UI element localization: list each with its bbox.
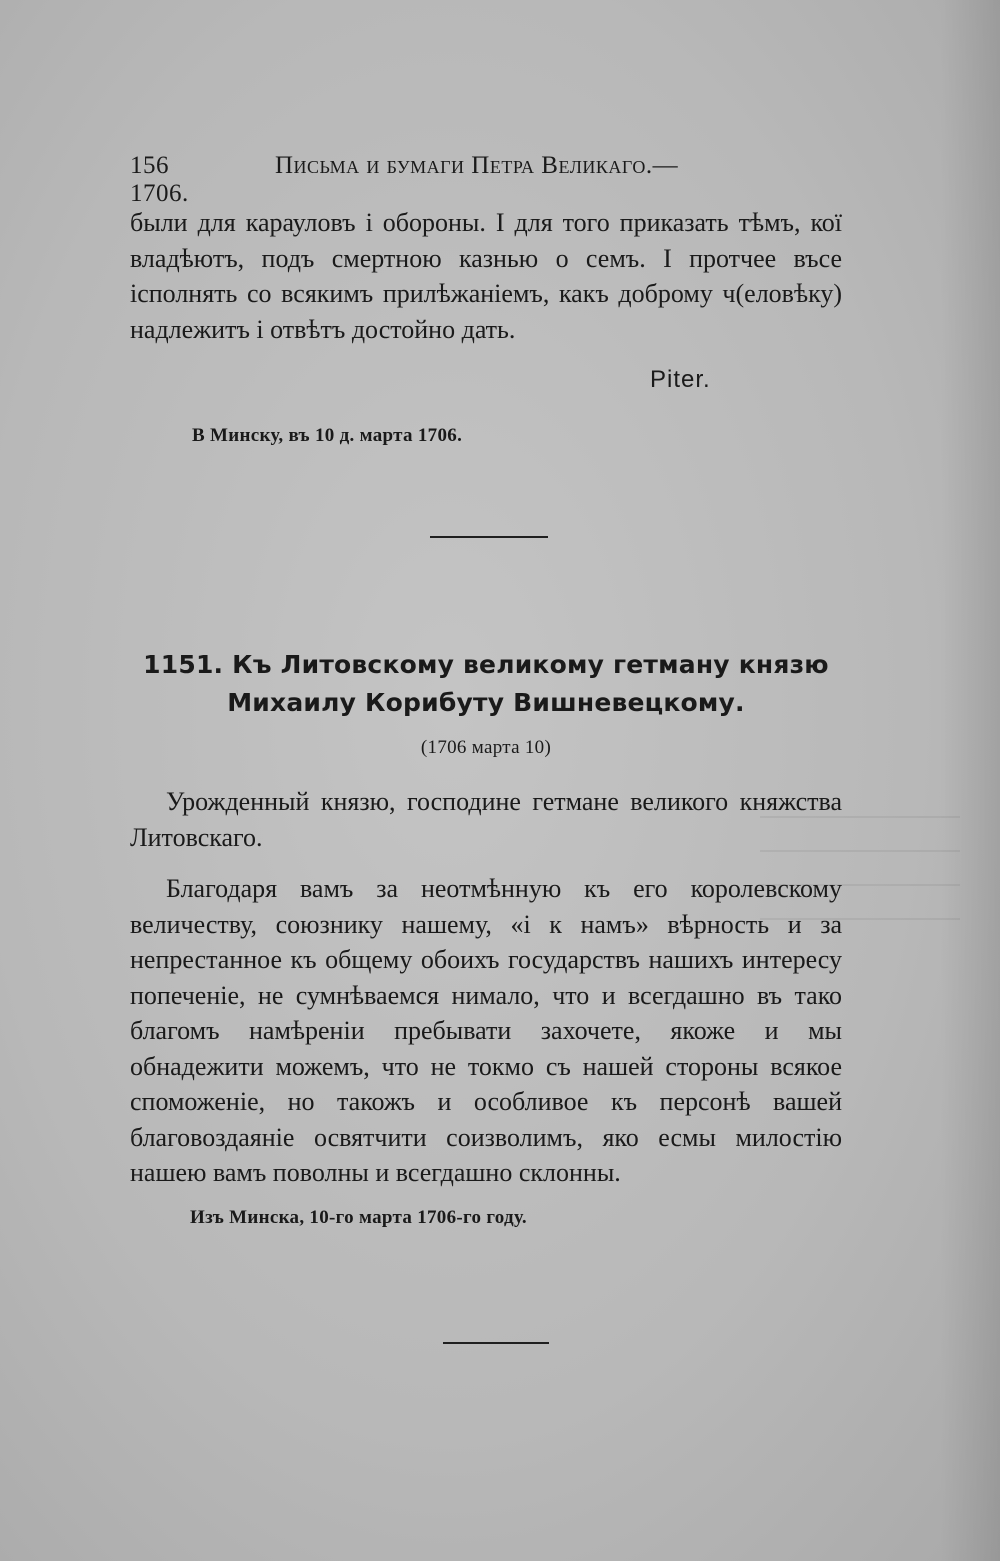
previous-letter-dateline: В Минску, въ 10 д. марта 1706.: [192, 425, 463, 446]
section-divider: [430, 536, 548, 538]
letter-date: (1706 марта 10): [420, 737, 552, 758]
running-header: [130, 152, 730, 208]
end-divider: [443, 1342, 549, 1344]
letter-title: 1151. Къ Литовскому великому гетману князю Михаилу Корибуту Вишневецкому.: [143, 650, 829, 717]
signature: Piter.: [650, 366, 711, 393]
letter-body: Благодаря вамъ за неотмѣнную къ его королевскому величеству, союзнику нашему, «і к намъ» вѣрность и за непрестанное къ общему обоихъ государствъ нашихъ интересу попеченіе, не сумнѣваемся нимало, что и всегдашно въ тако благомъ намѣреніи пребывати захочете, якоже и мы обнадежити можемъ, что не токмо съ нашей стороны всякое споможеніе, но такожъ и особливое къ персонѣ вашей благовоздаяніе освятчити соизволимъ, яко есмы милостію нашею вамъ поволны и всегдашно склонны.: [130, 874, 842, 1187]
header-title: Письма и бумаги Петра Великаго.—1706.: [130, 152, 679, 207]
page-edge-shadow: [940, 0, 1000, 1561]
page-number: 156: [130, 152, 169, 179]
letter-salutation: Урожденный князю, господине гетмане великого княжства Литовскаго.: [130, 787, 842, 852]
letter-dateline: Изъ Минска, 10-го марта 1706-го году.: [190, 1207, 527, 1228]
previous-letter-text: были для карауловъ і обороны. І для того приказать тѣмъ, кої владѣютъ, подъ смертною казнью о семъ. І протчее въсе ісполнять со всякимъ прилѣжаніемъ, какъ доброму ч(еловѣку) надлежитъ і отвѣтъ достойно дать.: [130, 208, 842, 344]
